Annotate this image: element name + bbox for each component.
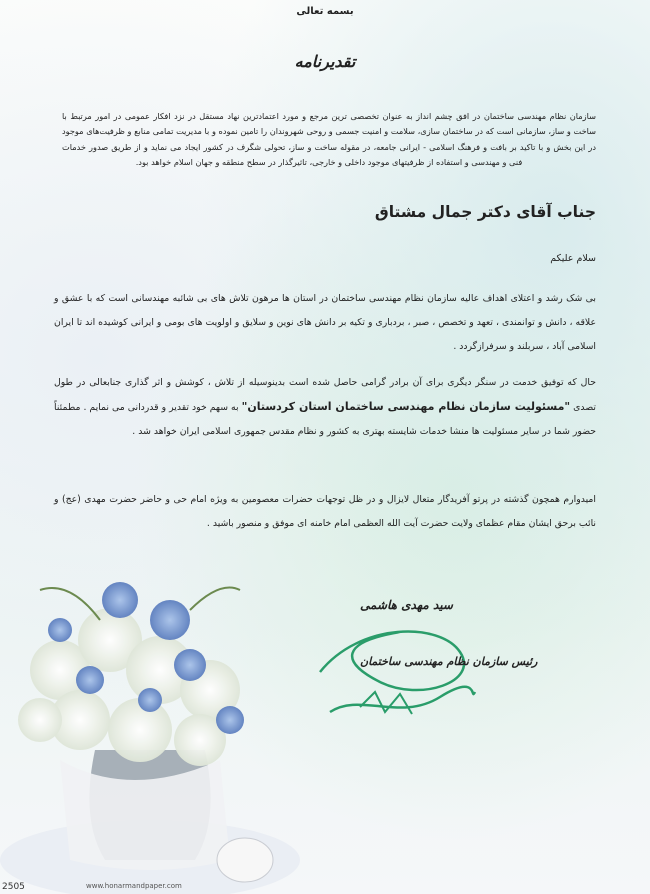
paragraph-2-highlight: "مسئولیت سازمان نظام مهندسی ساختمان استان کردستان" — [241, 400, 571, 414]
recipient-name: جناب آقای دکتر جمال مشتاق — [374, 203, 596, 221]
paragraph-2 — [54, 371, 596, 445]
basmala: بسمه تعالی — [296, 6, 354, 17]
paragraph-2-part-1: حال که توفیق خدمت در سنگر دیگری برای آن برادر گرامی حاصل شده است بدینوسیله از تلاش ، کوشش و اثر گذاری جنابعالی در طول تصدی — [54, 377, 596, 414]
certificate-title: تقدیرنامه — [294, 52, 356, 71]
signature-stroke — [300, 612, 480, 732]
paragraph-2-part-2: به سهم خود تقدیر و قدردانی می نمایم . مطمئناً حضور شما در سایر مسئولیت ها منشا خدمات شایسته بهتری به کشور و نظام مقدس جمهوری اسلامی ایران خواهد شد . — [54, 402, 596, 438]
signatory-name: سید مهدی هاشمی — [360, 598, 453, 612]
intro-paragraph: سازمان نظام مهندسی ساختمان در افق چشم انداز به عنوان تخصصی ترین مرجع و مورد اعتمادترین نهاد مستقل در نزد افکار عمومی در امور مرتبط با ساخت و ساز، سازمانی است که در ساختمان سازی، سلامت و امنیت جسمی و روحی شهروندان را تامین نموده و با مدیریت تمامی منابع و ظرفیت‌های موجود در این بخش و با تاکید بر بافت و فرهنگ اسلامی - ایرانی جامعه، در مقوله ساخت و ساز، تحولی شگرف در کشور ایجاد می نماید و از طریق صدور خدمات فنی و مهندسی و استفاده از ظرفیتهای موجود داخلی و خارجی، تاثیرگذار در سطح منطقه و جهان اسلام خواهد بود. — [62, 111, 596, 168]
paragraph-3: امیدوارم همچون گذشته در پرتو آفریدگار متعال لایزال و در ظل توجهات حضرات معصومین به ویژه امام حی و حاضر حضرت مهدی (عج) و نائب برحق ایشان مقام عظمای ولایت حضرت آیت الله العظمی امام خامنه ای موفق و منصور باشید . — [54, 494, 596, 530]
signatory-title: رئیس سازمان نظام مهندسی ساختمان — [360, 655, 538, 668]
salutation: سلام علیکم — [550, 253, 596, 264]
publisher-url: www.honarmandpaper.com — [86, 882, 182, 890]
paragraph-1: بی شک رشد و اعتلای اهداف عالیه سازمان نظام مهندسی ساختمان در استان ها مرهون تلاش های بی شائبه مهندسانی است که با عشق و علاقه ، دانش و توانمندی ، تعهد و تخصص ، صبر ، بردباری و تکیه بر دانش های نوین و سلایق و اولویت های بومی و ایرانی کوشیده اند تا ایران اسلامی آباد ، سربلند و سرفرازگردد . — [54, 293, 596, 353]
flower-vase-illustration — [0, 560, 300, 894]
serial-number: 2505 — [2, 882, 25, 892]
